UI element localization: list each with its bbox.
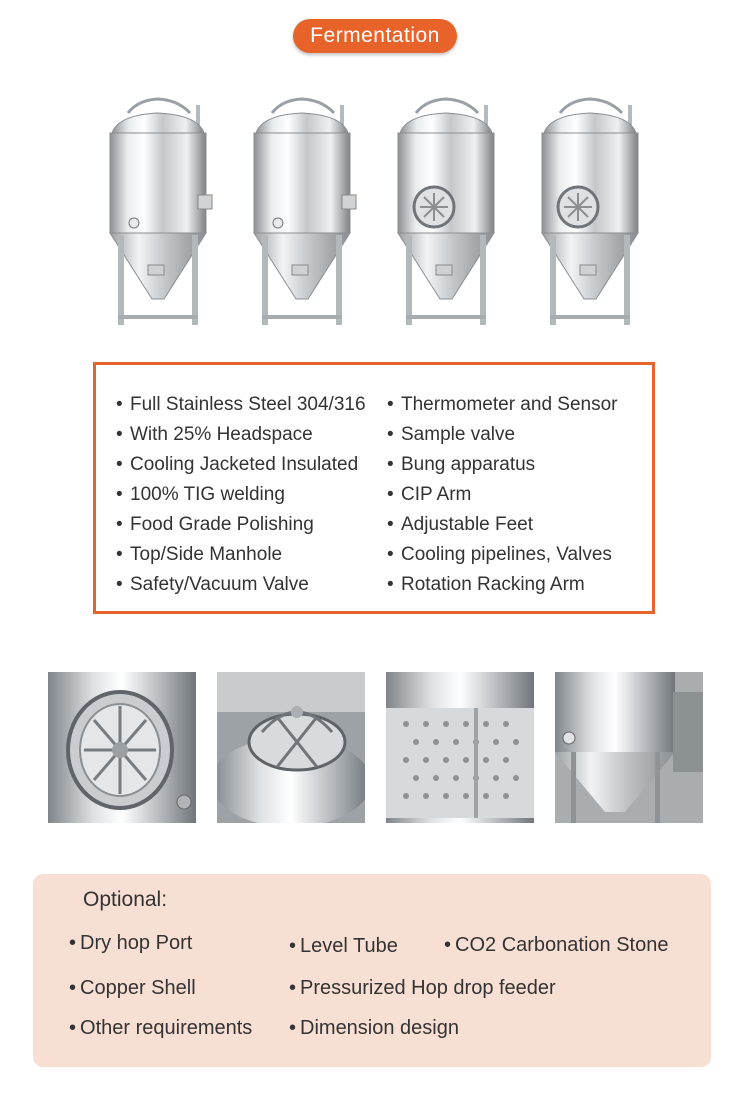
product-images (90, 95, 660, 335)
feature-item: • Cooling Jacketed Insulated (116, 450, 366, 480)
detail-photos (0, 672, 750, 824)
optional-item: • Dry hop Port (69, 932, 192, 955)
feature-item: • CIP Arm (387, 480, 618, 510)
optional-item: • Level Tube (289, 935, 398, 958)
optional-title: Optional: (83, 888, 168, 911)
fermenter-tank-image (386, 95, 506, 335)
optional-item: • Dimension design (289, 1017, 459, 1040)
features-left-list (116, 390, 366, 600)
features-box (93, 362, 655, 614)
feature-item: • Top/Side Manhole (116, 540, 366, 570)
fermenter-tank-image (530, 95, 650, 335)
feature-item: • Safety/Vacuum Valve (116, 570, 366, 600)
optional-box (33, 874, 711, 1067)
features-right-list (387, 390, 618, 600)
feature-item: • Cooling pipelines, Valves (387, 540, 618, 570)
cone-bottom-photo (555, 672, 703, 823)
optional-item: • Copper Shell (69, 977, 196, 1000)
fermenter-tank-image (242, 95, 362, 335)
top-manhole-photo (217, 672, 365, 823)
cooling-jacket-photo (386, 672, 534, 823)
feature-item: • Food Grade Polishing (116, 510, 366, 540)
feature-item: • Thermometer and Sensor (387, 390, 618, 420)
fermenter-tank-image (98, 95, 218, 335)
feature-item: • Adjustable Feet (387, 510, 618, 540)
optional-item: • CO2 Carbonation Stone (444, 934, 668, 957)
section-title: Fermentation (293, 19, 457, 53)
feature-item: • With 25% Headspace (116, 420, 366, 450)
feature-item: • Bung apparatus (387, 450, 618, 480)
feature-item: • Full Stainless Steel 304/316 (116, 390, 366, 420)
optional-item: • Other requirements (69, 1017, 252, 1040)
optional-item: • Pressurized Hop drop feeder (289, 977, 556, 1000)
feature-item: • Rotation Racking Arm (387, 570, 618, 600)
feature-item: • Sample valve (387, 420, 618, 450)
side-manhole-photo (48, 672, 196, 823)
feature-item: • 100% TIG welding (116, 480, 366, 510)
